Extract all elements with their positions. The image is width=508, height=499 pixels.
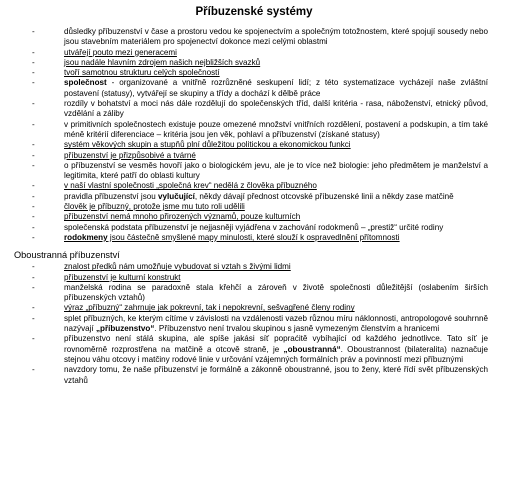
list-item: - příbuzenství nemá mnoho přirozených významů, pouze kulturních	[14, 212, 494, 222]
bold-term: společnost	[64, 78, 107, 88]
list-item: - společenská podstata příbuzenství je nejjasněji vyjádřena v zachování rodokmenů – „prestiž“ určité rodiny	[14, 223, 494, 233]
document-title: Příbuzenské systémy	[195, 6, 313, 18]
list-item: - příbuzenství je kulturní konstrukt	[14, 273, 494, 283]
list-item: - jsou nadále hlavním zdrojem našich nejbližších svazků	[14, 58, 494, 68]
list-item: - rozdíly v bohatství a moci nás dále rozdělují do společenských tříd, další kritéria - rasa, náboženství, etnický původ, vzdělání a záliby	[14, 99, 494, 120]
list-item: - znalost předků nám umožňuje vybudovat si vztah s živými lidmi	[14, 262, 494, 272]
bold-term: „příbuzenstvo“	[95, 324, 155, 334]
list-item: - společnost - organizované a vnitřně rozrůzněné seskupení lidí; z této systematizace vycházejí naše zvláštní postavení (statusy), vytvářejí se skupiny a třídy a dochází k dělbě práce	[14, 78, 494, 99]
list-item: - tvoří samotnou strukturu celých společností	[14, 68, 494, 78]
bullet-list-kinship	[14, 27, 494, 243]
list-item: - systém věkových skupin a stupňů plní důležitou politickou a ekonomickou funkci	[14, 140, 494, 150]
list-item: - pravidla příbuzenství jsou vylučující, někdy dávají přednost otcovské příbuzenské linii a někdy zase matčině	[14, 192, 494, 202]
list-item: - navzdory tomu, že naše příbuzenství je formálně a zákonně oboustranné, jsou to ženy, které řídí svět příbuzenských vztahů	[14, 365, 494, 386]
list-item: - splet příbuzných, ke kterým cítíme v závislosti na vzdálenosti vazeb různou míru náklonnosti, antropologové souhrnně nazývají „příbuzenstvo“. Příbuzenstvo není trvalou skupinou s jasně vymezeným členstvím a hranicemi	[14, 314, 494, 335]
section-heading: Oboustranná příbuzenství	[14, 250, 120, 261]
list-item: - o příbuzenství se vesměs hovoří jako o biologickém jevu, ale je to více než biologie: jeho předmětem je manželství a legitimita, které patří do oblasti kultury	[14, 161, 494, 182]
list-item: - v primitivních společnostech existuje pouze omezené množství vnitřních rozdělení, postavení a podskupin, a tím také méně kritérií diferenciace – kritéria jsou jen věk, pohlaví a příbuzenství (získané statusy)	[14, 120, 494, 141]
list-item: - utvářejí pouto mezi generacemi	[14, 48, 494, 58]
list-item: - člověk je příbuzný, protože jsme mu tuto roli udělili	[14, 202, 494, 212]
list-item: - rodokmeny jsou částečně smyšlené mapy minulosti, které slouží k ospravedlnění přítomnosti	[14, 233, 494, 243]
list-item: - v naší vlastní společnosti „společná krev“ nedělá z člověka příbuzného	[14, 181, 494, 191]
bullet-list-bilateral	[14, 262, 494, 386]
list-item: - příbuzenství je přizpůsobivé a tvárné	[14, 151, 494, 161]
bold-term: rodokmeny	[64, 232, 108, 242]
list-item: - manželská rodina se paradoxně stala křehčí a zároveň v životě společnosti důležitější (oslabením širších příbuzenských vztahů)	[14, 283, 494, 304]
bold-term: vylučující	[158, 191, 195, 201]
list-item: - výraz „příbuzný“ zahrnuje jak pokrevní, tak i nepokrevní, sešvagřené členy rodiny	[14, 303, 494, 313]
list-item: - příbuzenstvo není stálá skupina, ale spíše jakási síť popraćitě vybíhající od každého jednotlivce. Tato síť je rovnoměrně rozprostřena na matčině a otcově straně, je „oboustranná“. Oboustrannost (bilateralita) naznačuje stejnou váhu otcovy i matčiny rodové linie v určování vzájemných formálních práv a povinností mezi příbuznými	[14, 334, 494, 365]
list-item: - důsledky příbuzenství v čase a prostoru vedou ke spojenectvím a společným totožnostem, které spojují sousedy nebo jsou stavebním materiálem pro spojenectví dokonce mezi celými oblastmi	[14, 27, 494, 48]
bold-term: „oboustranná“	[283, 344, 341, 354]
